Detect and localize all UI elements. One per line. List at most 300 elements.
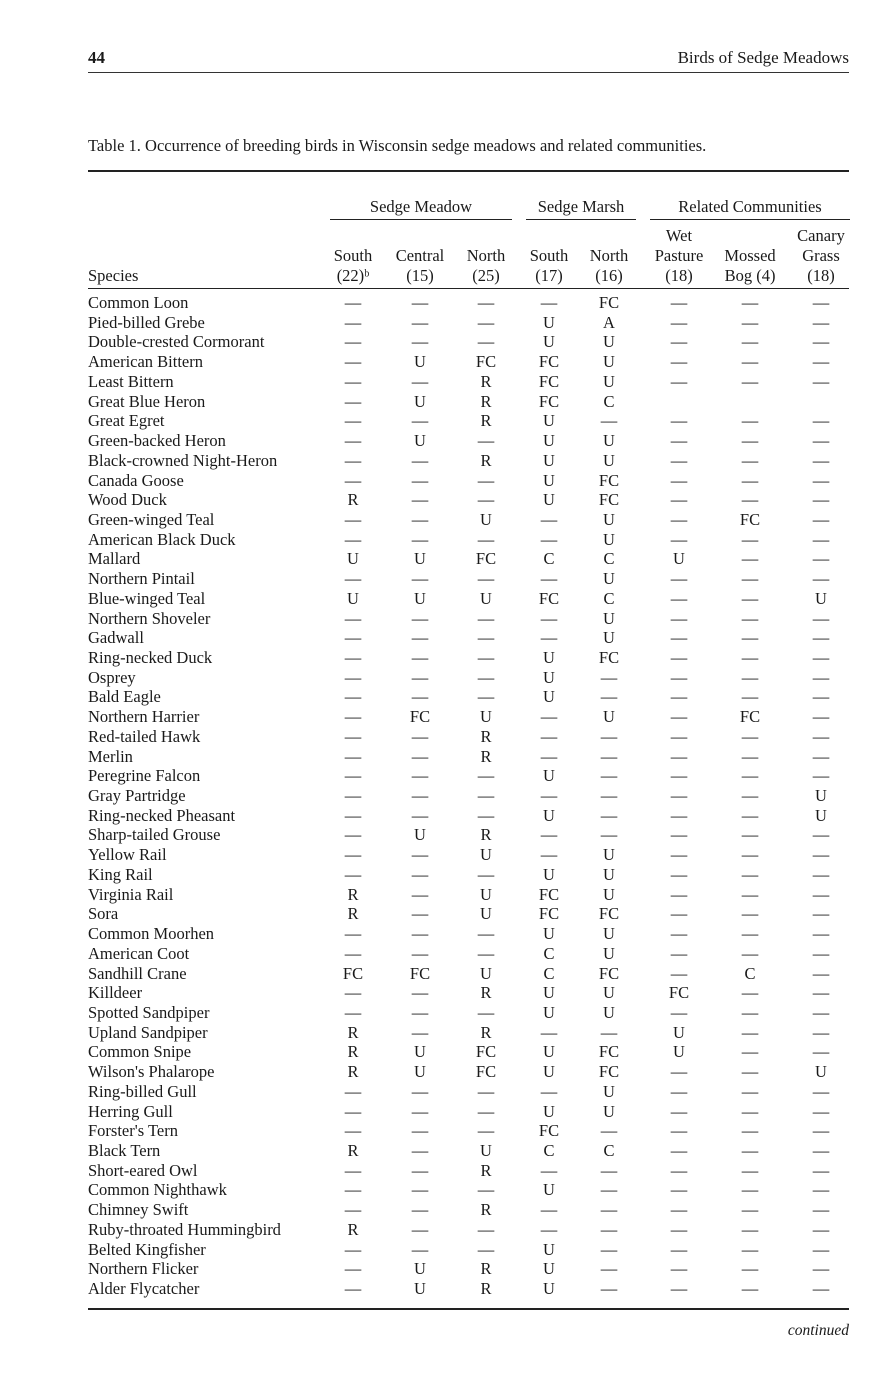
occurrence-cell: — [812, 904, 830, 924]
species-column-header: Species [88, 266, 139, 285]
occurrence-cell: — [411, 1141, 429, 1160]
occurrence-cell: — [600, 825, 618, 845]
occurrence-cell: — [741, 352, 759, 372]
occurrence-cell: — [741, 726, 759, 746]
species-name: King Rail [88, 864, 153, 884]
occurrence-cell: — [812, 352, 830, 372]
occurrence-cell: — [344, 1279, 362, 1298]
table-row [0, 569, 888, 589]
occurrence-cell: — [411, 766, 429, 786]
occurrence-cell: — [477, 687, 495, 707]
occurrence-cell: FC [598, 963, 620, 983]
table-row [0, 392, 888, 412]
occurrence-cell: — [812, 1219, 830, 1239]
table-row [0, 1161, 888, 1181]
occurrence-cell: — [812, 1141, 830, 1160]
column-header-line3: (17) [535, 266, 563, 285]
occurrence-cell: — [812, 470, 830, 490]
occurrence-cell: — [670, 825, 688, 845]
species-name: Wood Duck [88, 490, 167, 510]
occurrence-cell: — [741, 1279, 759, 1298]
occurrence-cell: R [347, 884, 359, 904]
table-row [0, 293, 888, 313]
occurrence-cell: U [480, 1141, 492, 1160]
occurrence-cell: — [600, 766, 618, 786]
occurrence-cell: — [411, 1022, 429, 1042]
occurrence-cell: — [670, 943, 688, 963]
occurrence-cell: — [411, 509, 429, 529]
occurrence-cell: U [480, 963, 492, 983]
occurrence-cell: — [741, 1081, 759, 1101]
table-row [0, 865, 888, 885]
species-name: Gray Partridge [88, 786, 186, 805]
table-row [0, 1023, 888, 1043]
table-row [0, 1200, 888, 1220]
occurrence-cell: — [411, 1200, 429, 1220]
occurrence-cell: — [411, 411, 429, 431]
occurrence-cell: — [344, 786, 362, 805]
occurrence-cell: R [480, 411, 492, 431]
occurrence-cell: — [411, 371, 429, 391]
occurrence-cell: — [670, 431, 688, 450]
header-bottom-rule [88, 288, 849, 289]
table-row [0, 1180, 888, 1200]
occurrence-cell: — [477, 924, 495, 943]
species-name: Common Snipe [88, 1042, 192, 1062]
species-name: Least Bittern [88, 371, 174, 391]
occurrence-cell: — [670, 1062, 688, 1082]
occurrence-cell: — [600, 1279, 618, 1298]
occurrence-cell: — [670, 1180, 688, 1200]
table-row [0, 1042, 888, 1062]
occurrence-cell: — [812, 1121, 830, 1141]
occurrence-cell: — [411, 470, 429, 490]
occurrence-cell: U [815, 588, 827, 608]
occurrence-cell: U [543, 1239, 555, 1259]
species-name: Blue-winged Teal [88, 588, 206, 608]
occurrence-cell: U [543, 1042, 555, 1062]
species-name: Sora [88, 904, 119, 924]
page-header [88, 46, 849, 73]
occurrence-cell: — [741, 588, 759, 608]
occurrence-cell: — [741, 983, 759, 1003]
occurrence-cell: — [344, 431, 362, 450]
occurrence-cell: U [480, 845, 492, 865]
occurrence-cell: — [670, 1101, 688, 1121]
column-header-line3: (18) [665, 266, 693, 285]
occurrence-cell: U [673, 1022, 685, 1042]
occurrence-cell: — [741, 332, 759, 352]
occurrence-cell: — [670, 726, 688, 746]
occurrence-cell: U [673, 549, 685, 569]
occurrence-cell: — [741, 312, 759, 332]
occurrence-cell: U [480, 509, 492, 529]
occurrence-cell: — [600, 687, 618, 707]
occurrence-cell: — [670, 411, 688, 431]
occurrence-cell: — [670, 312, 688, 332]
occurrence-cell: — [670, 687, 688, 707]
occurrence-cell: — [670, 1259, 688, 1279]
occurrence-cell: — [477, 1121, 495, 1141]
occurrence-cell: — [670, 707, 688, 727]
occurrence-cell: — [600, 1180, 618, 1200]
occurrence-cell: — [670, 746, 688, 766]
occurrence-cell: — [477, 943, 495, 963]
species-name: Virginia Rail [88, 884, 174, 904]
occurrence-cell: — [812, 943, 830, 963]
occurrence-cell: — [344, 766, 362, 786]
occurrence-cell: — [344, 1180, 362, 1200]
occurrence-cell: — [670, 352, 688, 372]
occurrence-cell: — [670, 1160, 688, 1180]
occurrence-cell: — [741, 746, 759, 766]
occurrence-cell: — [812, 1022, 830, 1042]
column-header-7 [779, 226, 863, 286]
species-name: Ruby-throated Hummingbird [88, 1219, 281, 1239]
table-row [0, 786, 888, 806]
occurrence-cell: — [411, 805, 429, 825]
table-row [0, 1121, 888, 1141]
occurrence-cell: — [670, 332, 688, 352]
occurrence-cell: — [812, 707, 830, 727]
occurrence-cell: — [411, 1002, 429, 1022]
occurrence-cell: — [344, 845, 362, 865]
column-header-line1: Wet [665, 226, 693, 245]
occurrence-cell: — [411, 490, 429, 510]
occurrence-cell: — [670, 786, 688, 805]
table-row [0, 1240, 888, 1260]
species-name: Great Blue Heron [88, 391, 206, 411]
occurrence-cell: — [812, 864, 830, 884]
occurrence-cell: — [670, 1200, 688, 1220]
species-name: Sharp-tailed Grouse [88, 825, 221, 845]
occurrence-cell: — [477, 1002, 495, 1022]
column-header-line1: Canary [797, 226, 845, 245]
occurrence-cell: — [477, 1219, 495, 1239]
occurrence-cell: U [414, 1279, 426, 1298]
occurrence-cell: — [477, 667, 495, 687]
occurrence-cell: U [543, 924, 555, 943]
occurrence-cell: — [670, 805, 688, 825]
table-row [0, 451, 888, 471]
column-header-line2: North [589, 246, 629, 265]
occurrence-cell: — [741, 1141, 759, 1160]
occurrence-cell: — [600, 1200, 618, 1220]
table-row [0, 1279, 888, 1299]
occurrence-cell: — [741, 1239, 759, 1259]
occurrence-cell: — [812, 1259, 830, 1279]
species-name: Osprey [88, 667, 136, 687]
occurrence-cell: FC [538, 884, 560, 904]
occurrence-cell: U [603, 431, 615, 450]
occurrence-cell: — [812, 1042, 830, 1062]
table-row [0, 1259, 888, 1279]
occurrence-cell: — [812, 648, 830, 667]
species-name: Common Moorhen [88, 924, 215, 943]
species-name: Forster's Tern [88, 1121, 178, 1141]
occurrence-cell: — [540, 293, 558, 312]
species-name: American Bittern [88, 352, 204, 372]
occurrence-cell: — [477, 1180, 495, 1200]
occurrence-cell: — [670, 628, 688, 648]
occurrence-cell: — [812, 1002, 830, 1022]
occurrence-cell: — [741, 1002, 759, 1022]
occurrence-cell: — [741, 1200, 759, 1220]
occurrence-cell: U [543, 648, 555, 667]
occurrence-cell: — [540, 845, 558, 865]
occurrence-cell: — [411, 845, 429, 865]
occurrence-cell: — [477, 1239, 495, 1259]
occurrence-cell: — [344, 293, 362, 312]
group-rule-sedge-marsh [526, 219, 636, 220]
running-title: Birds of Sedge Meadows [677, 48, 849, 67]
column-header-line3: (25) [472, 266, 500, 285]
occurrence-cell: — [344, 470, 362, 490]
occurrence-cell: U [603, 529, 615, 549]
occurrence-cell: — [741, 549, 759, 569]
occurrence-cell: U [543, 766, 555, 786]
occurrence-cell: — [741, 608, 759, 628]
occurrence-cell: — [411, 332, 429, 352]
table-row [0, 845, 888, 865]
occurrence-cell: — [812, 1239, 830, 1259]
column-header-line3: (15) [406, 266, 434, 285]
occurrence-cell: — [411, 1239, 429, 1259]
occurrence-cell: U [543, 450, 555, 470]
occurrence-cell: — [600, 1219, 618, 1239]
occurrence-cell: U [480, 588, 492, 608]
species-name: Herring Gull [88, 1101, 173, 1121]
occurrence-cell: U [543, 312, 555, 332]
species-name: Common Loon [88, 293, 189, 312]
occurrence-cell: — [540, 628, 558, 648]
occurrence-cell: R [480, 1160, 492, 1180]
species-name: Chimney Swift [88, 1200, 189, 1220]
table-row [0, 924, 888, 944]
occurrence-cell: U [480, 904, 492, 924]
column-header-line2: South [333, 246, 373, 265]
occurrence-cell: — [477, 628, 495, 648]
table-row [0, 549, 888, 569]
occurrence-cell: U [543, 490, 555, 510]
occurrence-cell: — [344, 1101, 362, 1121]
occurrence-cell: — [540, 1219, 558, 1239]
table-row [0, 530, 888, 550]
table-row [0, 313, 888, 333]
occurrence-cell: — [600, 1160, 618, 1180]
occurrence-cell: — [411, 529, 429, 549]
occurrence-cell: C [603, 391, 615, 411]
species-name: Gadwall [88, 628, 144, 648]
species-name: Green-backed Heron [88, 431, 226, 450]
table-row [0, 687, 888, 707]
occurrence-cell: — [812, 293, 830, 312]
occurrence-cell: C [543, 963, 555, 983]
table-caption: Table 1. Occurrence of breeding birds in Wisconsin sedge meadows and related communities. [88, 136, 707, 155]
occurrence-cell: — [812, 1160, 830, 1180]
occurrence-cell: — [344, 509, 362, 529]
occurrence-cell: U [815, 805, 827, 825]
occurrence-cell: — [670, 667, 688, 687]
occurrence-cell: — [670, 608, 688, 628]
occurrence-cell: — [741, 431, 759, 450]
occurrence-cell: — [741, 1101, 759, 1121]
occurrence-cell: U [414, 1042, 426, 1062]
occurrence-cell: — [741, 648, 759, 667]
table-row [0, 1102, 888, 1122]
occurrence-cell: — [477, 569, 495, 589]
occurrence-cell: — [670, 648, 688, 667]
occurrence-cell: U [414, 391, 426, 411]
table-row [0, 964, 888, 984]
table-row [0, 589, 888, 609]
occurrence-cell: — [344, 1259, 362, 1279]
table-row [0, 1220, 888, 1240]
table-row [0, 766, 888, 786]
occurrence-cell: — [540, 1081, 558, 1101]
occurrence-cell: — [670, 569, 688, 589]
occurrence-cell: U [543, 1279, 555, 1298]
occurrence-cell: — [344, 825, 362, 845]
occurrence-cell: U [543, 667, 555, 687]
column-header-line2: North [466, 246, 506, 265]
table-row [0, 332, 888, 352]
table-row [0, 372, 888, 392]
table-row [0, 944, 888, 964]
occurrence-cell: — [477, 470, 495, 490]
occurrence-cell: U [414, 352, 426, 372]
occurrence-cell: FC [409, 707, 431, 727]
table-row [0, 983, 888, 1003]
occurrence-cell: U [414, 1259, 426, 1279]
species-name: Short-eared Owl [88, 1160, 198, 1180]
occurrence-cell: — [540, 1200, 558, 1220]
occurrence-cell: — [540, 786, 558, 805]
occurrence-cell: — [741, 864, 759, 884]
occurrence-cell: — [741, 1160, 759, 1180]
occurrence-cell: — [477, 1081, 495, 1101]
occurrence-cell: — [670, 1002, 688, 1022]
occurrence-cell: FC [668, 983, 690, 1003]
occurrence-cell: U [543, 332, 555, 352]
occurrence-cell: R [480, 746, 492, 766]
occurrence-cell: — [670, 884, 688, 904]
occurrence-cell: — [477, 293, 495, 312]
occurrence-cell: — [411, 864, 429, 884]
occurrence-cell: U [543, 983, 555, 1003]
occurrence-cell: — [741, 1180, 759, 1200]
table-row [0, 747, 888, 767]
occurrence-cell: — [344, 450, 362, 470]
occurrence-cell: — [812, 509, 830, 529]
occurrence-cell: — [411, 569, 429, 589]
occurrence-cell: — [741, 687, 759, 707]
occurrence-cell: — [344, 864, 362, 884]
occurrence-cell: U [543, 1002, 555, 1022]
table-row [0, 490, 888, 510]
occurrence-cell: — [670, 1279, 688, 1298]
occurrence-cell: R [347, 1219, 359, 1239]
occurrence-cell: U [603, 569, 615, 589]
species-name: Sandhill Crane [88, 963, 187, 983]
table-row [0, 628, 888, 648]
occurrence-cell: — [812, 983, 830, 1003]
occurrence-cell: — [540, 707, 558, 727]
occurrence-cell: — [477, 529, 495, 549]
table-row [0, 648, 888, 668]
species-name: Belted Kingfisher [88, 1239, 206, 1259]
occurrence-cell: — [670, 1121, 688, 1141]
occurrence-cell: — [670, 293, 688, 312]
species-name: Red-tailed Hawk [88, 726, 201, 746]
occurrence-cell: — [741, 628, 759, 648]
occurrence-cell: U [603, 1101, 615, 1121]
occurrence-cell: C [543, 1141, 555, 1160]
column-header-line2: Grass [802, 246, 840, 265]
occurrence-cell: — [600, 746, 618, 766]
occurrence-cell: — [344, 1200, 362, 1220]
occurrence-cell: — [411, 1180, 429, 1200]
table-bottom-rule [88, 1308, 849, 1310]
occurrence-cell: U [603, 509, 615, 529]
occurrence-cell: — [812, 569, 830, 589]
occurrence-cell: — [344, 529, 362, 549]
species-name: Common Nighthawk [88, 1180, 227, 1200]
occurrence-cell: — [411, 648, 429, 667]
group-header-sedge-marsh: Sedge Marsh [537, 197, 625, 216]
occurrence-cell: — [812, 529, 830, 549]
occurrence-cell: — [344, 391, 362, 411]
occurrence-cell: C [603, 588, 615, 608]
table-row [0, 1141, 888, 1161]
occurrence-cell: FC [538, 1121, 560, 1141]
occurrence-cell: — [411, 924, 429, 943]
table-top-rule [88, 170, 849, 172]
occurrence-cell: — [344, 983, 362, 1003]
species-name: Northern Pintail [88, 569, 195, 589]
occurrence-cell: — [741, 470, 759, 490]
species-name: Bald Eagle [88, 687, 161, 707]
species-name: Ring-billed Gull [88, 1081, 197, 1101]
species-name: Merlin [88, 746, 133, 766]
occurrence-cell: — [741, 667, 759, 687]
occurrence-cell: R [480, 726, 492, 746]
occurrence-cell: U [603, 1081, 615, 1101]
occurrence-cell: FC [598, 470, 620, 490]
occurrence-cell: U [543, 1101, 555, 1121]
table-row [0, 471, 888, 491]
occurrence-cell: — [741, 1042, 759, 1062]
occurrence-cell: — [812, 884, 830, 904]
occurrence-cell: — [411, 628, 429, 648]
occurrence-cell: C [543, 549, 555, 569]
occurrence-cell: U [347, 588, 359, 608]
occurrence-cell: U [347, 549, 359, 569]
occurrence-cell: R [480, 983, 492, 1003]
occurrence-cell: — [670, 766, 688, 786]
occurrence-cell: U [543, 411, 555, 431]
occurrence-cell: U [603, 943, 615, 963]
occurrence-cell: — [741, 766, 759, 786]
occurrence-cell: FC [598, 490, 620, 510]
occurrence-cell: — [670, 904, 688, 924]
occurrence-cell: R [347, 904, 359, 924]
occurrence-cell: C [603, 549, 615, 569]
table-row [0, 1082, 888, 1102]
species-name: Northern Shoveler [88, 608, 211, 628]
occurrence-cell: — [411, 943, 429, 963]
occurrence-cell: — [670, 963, 688, 983]
